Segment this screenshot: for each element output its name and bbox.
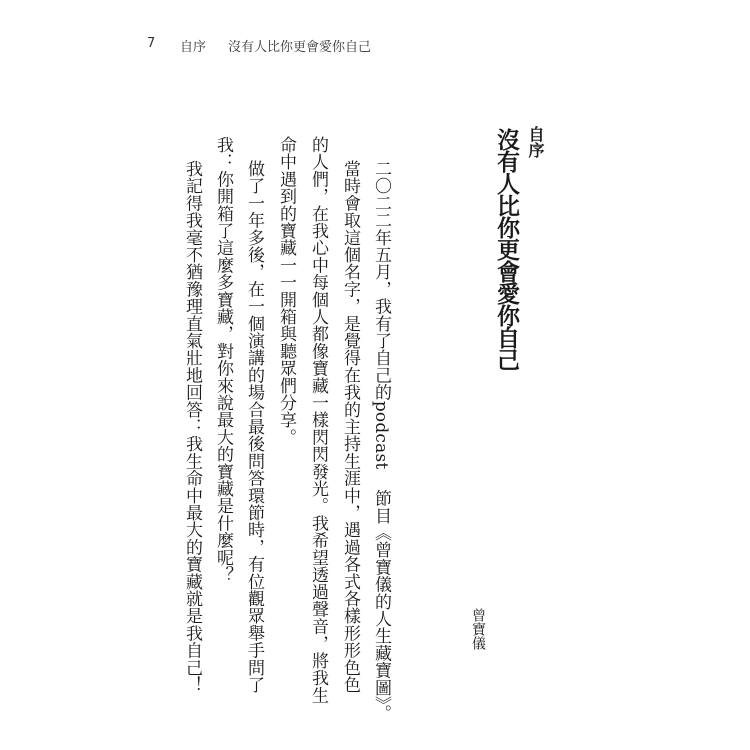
body-line-4: 命中遇到的寶藏一一開箱與聽眾們分享。 — [276, 136, 296, 446]
body-line-5: 做了一年多後，在一個演講的場合最後問答環節時，有位觀眾舉手問了 — [244, 160, 264, 694]
header-chapter-title: 沒有人比你更會愛你自己 — [228, 40, 372, 55]
body-line-7: 我記得我毫不猶豫理直氣壯地回答：我生命中最大的寶藏就是我自己！ — [182, 160, 202, 694]
chapter-label: 自序 — [526, 126, 545, 158]
author-name: 曾寶儀 — [470, 608, 486, 650]
page-number: 7 — [147, 36, 156, 51]
body-line-6: 我：你開箱了這麼多寶藏，對你來說最大的寶藏是什麼呢？ — [213, 136, 233, 584]
body-line-2: 當時會取這個名字，是覺得在我的主持生涯中，遇過各式各樣形形色色 — [340, 160, 360, 694]
header-section: 自序 — [180, 40, 207, 55]
chapter-title: 沒有人比你更會愛你自己 — [493, 128, 520, 370]
body-line-1: 二〇二二年五月，我有了自己的podcast 節目《曾寶儀的人生藏寶圖》。 — [371, 160, 391, 722]
body-line-3: 的人們，在我心中每個人都像寶藏一樣閃閃發光。我希望透過聲音，將我生 — [308, 136, 328, 704]
